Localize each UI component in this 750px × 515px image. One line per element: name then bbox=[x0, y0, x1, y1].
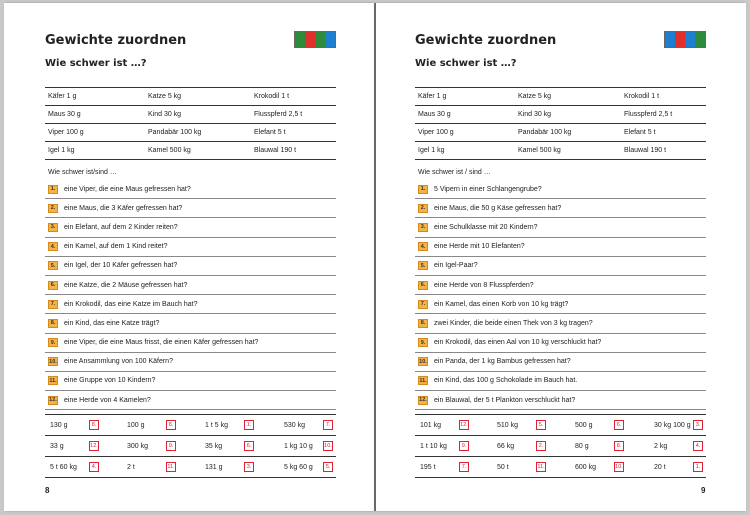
answer-grid bbox=[45, 414, 336, 478]
answer-grid-line bbox=[415, 435, 706, 436]
answer-value: 530 kg bbox=[284, 421, 306, 429]
answer-value: 2 kg bbox=[654, 442, 668, 450]
question-number-badge: 3. bbox=[48, 223, 58, 232]
series-logo-icon bbox=[664, 31, 706, 48]
question-number-badge: 5. bbox=[48, 261, 58, 270]
question-number-badge: 7. bbox=[418, 300, 428, 309]
question-row bbox=[45, 314, 336, 333]
answer-grid-line bbox=[415, 414, 706, 415]
logo-stripe bbox=[685, 32, 695, 47]
answer-value: 35 kg bbox=[205, 442, 223, 450]
question-number-badge: 4. bbox=[48, 242, 58, 251]
question-list bbox=[45, 180, 336, 410]
animal-weight-cell: Katze 5 kg bbox=[148, 93, 182, 100]
question-number-badge: 9. bbox=[418, 338, 428, 347]
animal-weights-table bbox=[415, 87, 706, 160]
question-text: eine Herde mit 10 Elefanten? bbox=[434, 243, 525, 251]
animal-weight-cell: Blauwal 190 t bbox=[254, 147, 297, 154]
question-list bbox=[415, 180, 706, 410]
answer-value: 2 t bbox=[127, 463, 135, 471]
animal-row bbox=[415, 142, 706, 160]
answer-cell bbox=[45, 437, 99, 455]
question-number-badge: 3. bbox=[418, 223, 428, 232]
question-text: eine Schulklasse mit 20 Kindern? bbox=[434, 223, 538, 231]
answer-cell bbox=[415, 437, 469, 455]
left-page bbox=[4, 3, 374, 511]
animal-weight-cell: Flusspferd 2,5 t bbox=[254, 111, 303, 118]
question-text: ein Igel, der 10 Käfer gefressen hat? bbox=[64, 262, 178, 270]
question-number-badge: 11. bbox=[49, 377, 57, 384]
animal-row bbox=[415, 88, 706, 106]
question-row bbox=[45, 257, 336, 276]
animal-weight-cell: Viper 100 g bbox=[418, 129, 454, 136]
animal-weight-cell: Maus 30 g bbox=[48, 111, 81, 118]
animal-weight-cell: Elefant 5 t bbox=[624, 129, 656, 136]
answer-cell bbox=[279, 458, 333, 476]
answer-cell bbox=[649, 437, 703, 455]
question-text: ein Kind, das eine Katze trägt? bbox=[64, 319, 160, 327]
answer-value: 5 kg 60 g bbox=[284, 463, 313, 471]
animal-weight-cell: Maus 30 g bbox=[418, 111, 451, 118]
question-number-badge: 12. bbox=[419, 397, 427, 404]
question-row bbox=[45, 353, 336, 372]
question-row bbox=[415, 295, 706, 314]
answer-cell bbox=[122, 437, 176, 455]
answer-cell bbox=[570, 437, 624, 455]
answer-value: 1 t 10 kg bbox=[420, 442, 447, 450]
answer-number-box: 2. bbox=[536, 441, 546, 451]
answer-number-box: 6. bbox=[244, 441, 254, 451]
question-text: eine Herde von 8 Flusspferden? bbox=[434, 281, 534, 289]
answer-cell bbox=[279, 437, 333, 455]
question-row bbox=[45, 276, 336, 295]
question-number-badge: 7. bbox=[48, 300, 58, 309]
answer-grid-line bbox=[45, 477, 336, 478]
question-heading: Wie schwer ist / sind … bbox=[418, 169, 491, 176]
question-row bbox=[415, 353, 706, 372]
answer-cell bbox=[492, 437, 546, 455]
answer-cell bbox=[122, 416, 176, 434]
answer-cell bbox=[492, 458, 546, 476]
answer-number-box: 8. bbox=[166, 420, 176, 430]
answer-cell bbox=[415, 416, 469, 434]
logo-stripe bbox=[325, 32, 335, 47]
question-text: ein Elefant, auf dem 2 Kinder reiten? bbox=[64, 223, 178, 231]
animal-weight-cell: Blauwal 190 t bbox=[624, 147, 667, 154]
question-number-badge: 1. bbox=[418, 185, 428, 194]
question-text: zwei Kinder, die beide einen Thek von 3 kg tragen? bbox=[434, 319, 593, 327]
answer-number-box: 5. bbox=[323, 462, 333, 472]
question-text: ein Igel-Paar? bbox=[434, 262, 478, 270]
logo-stripe bbox=[295, 32, 305, 47]
answer-number-box: 10. bbox=[324, 443, 332, 449]
question-row bbox=[415, 334, 706, 353]
question-text: eine Herde von 4 Kamelen? bbox=[64, 396, 151, 404]
animal-weight-cell: Pandabär 100 kg bbox=[148, 129, 202, 136]
question-text: ein Panda, der 1 kg Bambus gefressen hat? bbox=[434, 358, 571, 366]
answer-value: 101 kg bbox=[420, 421, 442, 429]
question-row bbox=[415, 238, 706, 257]
answer-number-box: 3. bbox=[693, 420, 703, 430]
answer-grid-line bbox=[415, 477, 706, 478]
question-row bbox=[45, 295, 336, 314]
question-number-badge: 11. bbox=[419, 377, 427, 384]
answer-cell bbox=[279, 416, 333, 434]
answer-value: 300 kg bbox=[127, 442, 149, 450]
answer-cell bbox=[45, 458, 99, 476]
right-page bbox=[376, 3, 746, 511]
answer-value: 1 t 5 kg bbox=[205, 421, 228, 429]
answer-number-box: 7. bbox=[459, 462, 469, 472]
answer-value: 5 t 60 kg bbox=[50, 463, 77, 471]
answer-cell bbox=[570, 416, 624, 434]
question-text: eine Maus, die 50 g Käse gefressen hat? bbox=[434, 204, 562, 212]
page-number: 9 bbox=[701, 486, 706, 495]
animal-weight-cell: Igel 1 kg bbox=[418, 147, 445, 154]
answer-value: 80 g bbox=[575, 442, 589, 450]
logo-stripe bbox=[665, 32, 675, 47]
question-row bbox=[415, 199, 706, 218]
answer-grid-line bbox=[415, 456, 706, 457]
answer-cell bbox=[200, 416, 254, 434]
animal-weight-cell: Kamel 500 kg bbox=[518, 147, 561, 154]
answer-number-box: 1. bbox=[244, 420, 254, 430]
answer-value: 1 kg 10 g bbox=[284, 442, 313, 450]
answer-grid-line bbox=[45, 435, 336, 436]
question-text: eine Maus, die 3 Käfer gefressen hat? bbox=[64, 204, 183, 212]
animal-weight-cell: Kind 30 kg bbox=[148, 111, 182, 118]
question-text: eine Ansammlung von 100 Käfern? bbox=[64, 358, 173, 366]
animal-weight-cell: Krokodil 1 t bbox=[254, 93, 290, 100]
answer-number-box: 9. bbox=[166, 441, 176, 451]
answer-cell bbox=[649, 458, 703, 476]
question-row bbox=[415, 372, 706, 391]
answer-cell bbox=[649, 416, 703, 434]
animal-row bbox=[45, 106, 336, 124]
question-text: 5 Vipern in einer Schlangengrube? bbox=[434, 185, 542, 193]
animal-row bbox=[415, 124, 706, 142]
animal-weight-cell: Pandabär 100 kg bbox=[518, 129, 572, 136]
answer-number-box: 11. bbox=[537, 464, 545, 470]
question-row bbox=[45, 391, 336, 410]
animal-row bbox=[45, 142, 336, 160]
answer-number-box: 4. bbox=[89, 462, 99, 472]
question-number-badge: 10. bbox=[419, 358, 427, 365]
question-text: ein Kamel, das einen Korb von 10 kg trägt? bbox=[434, 300, 569, 308]
answer-value: 20 t bbox=[654, 463, 666, 471]
answer-value: 600 kg bbox=[575, 463, 597, 471]
answer-value: 30 kg 100 g bbox=[654, 421, 691, 429]
question-row bbox=[415, 257, 706, 276]
question-row bbox=[415, 218, 706, 237]
page-number: 8 bbox=[45, 486, 50, 495]
answer-number-box: 4. bbox=[693, 441, 703, 451]
question-row bbox=[45, 218, 336, 237]
question-heading: Wie schwer ist/sind … bbox=[48, 169, 117, 176]
answer-number-box: 10. bbox=[615, 464, 623, 470]
answer-number-box: 3. bbox=[244, 462, 254, 472]
question-number-badge: 6. bbox=[418, 281, 428, 290]
animal-row bbox=[415, 106, 706, 124]
question-number-badge: 4. bbox=[418, 242, 428, 251]
logo-stripe bbox=[695, 32, 705, 47]
answer-cell bbox=[45, 416, 99, 434]
question-row bbox=[45, 199, 336, 218]
page-title: Gewichte zuordnen bbox=[415, 33, 557, 48]
answer-number-box: 12. bbox=[460, 422, 468, 428]
question-row bbox=[415, 391, 706, 410]
answer-grid bbox=[415, 414, 706, 478]
question-text: eine Viper, die eine Maus gefressen hat? bbox=[64, 185, 191, 193]
answer-grid-line bbox=[45, 414, 336, 415]
question-text: ein Kind, das 100 g Schokolade im Bauch hat. bbox=[434, 377, 578, 385]
page-subtitle: Wie schwer ist …? bbox=[415, 58, 517, 69]
page-title: Gewichte zuordnen bbox=[45, 33, 187, 48]
question-row bbox=[45, 238, 336, 257]
question-number-badge: 2. bbox=[48, 204, 58, 213]
answer-value: 500 g bbox=[575, 421, 593, 429]
animal-weight-cell: Kind 30 kg bbox=[518, 111, 552, 118]
question-number-badge: 8. bbox=[418, 319, 428, 328]
answer-cell bbox=[492, 416, 546, 434]
answer-number-box: 11. bbox=[167, 464, 175, 470]
answer-cell bbox=[415, 458, 469, 476]
question-number-badge: 2. bbox=[418, 204, 428, 213]
question-text: ein Blauwal, der 5 t Plankton verschluckt hat? bbox=[434, 396, 576, 404]
answer-value: 510 kg bbox=[497, 421, 519, 429]
answer-number-box: 12. bbox=[90, 443, 98, 449]
question-number-badge: 12. bbox=[49, 397, 57, 404]
animal-weight-cell: Katze 5 kg bbox=[518, 93, 552, 100]
answer-number-box: 8. bbox=[614, 441, 624, 451]
answer-cell bbox=[570, 458, 624, 476]
answer-value: 195 t bbox=[420, 463, 436, 471]
animal-weight-cell: Elefant 5 t bbox=[254, 129, 286, 136]
animal-row bbox=[45, 88, 336, 106]
logo-stripe bbox=[675, 32, 685, 47]
answer-number-box: 8. bbox=[89, 420, 99, 430]
answer-number-box: 9. bbox=[459, 441, 469, 451]
animal-weight-cell: Käfer 1 g bbox=[48, 93, 77, 100]
question-text: eine Katze, die 2 Mäuse gefressen hat? bbox=[64, 281, 188, 289]
animal-row bbox=[45, 124, 336, 142]
question-row bbox=[415, 180, 706, 199]
answer-cell bbox=[122, 458, 176, 476]
animal-weight-cell: Igel 1 kg bbox=[48, 147, 75, 154]
question-number-badge: 10. bbox=[49, 358, 57, 365]
animal-weight-cell: Käfer 1 g bbox=[418, 93, 447, 100]
question-number-badge: 8. bbox=[48, 319, 58, 328]
question-number-badge: 9. bbox=[48, 338, 58, 347]
answer-cell bbox=[200, 458, 254, 476]
question-text: ein Krokodil, das einen Aal von 10 kg verschluckt hat? bbox=[434, 339, 602, 347]
answer-cell bbox=[200, 437, 254, 455]
question-row bbox=[45, 180, 336, 199]
logo-stripe bbox=[305, 32, 315, 47]
answer-value: 50 t bbox=[497, 463, 509, 471]
question-row bbox=[415, 314, 706, 333]
answer-number-box: 5. bbox=[536, 420, 546, 430]
logo-stripe bbox=[315, 32, 325, 47]
question-row bbox=[415, 276, 706, 295]
question-text: eine Gruppe von 10 Kindern? bbox=[64, 377, 156, 385]
answer-grid-line bbox=[45, 456, 336, 457]
answer-value: 130 g bbox=[50, 421, 68, 429]
question-row bbox=[45, 334, 336, 353]
question-number-badge: 5. bbox=[418, 261, 428, 270]
answer-value: 66 kg bbox=[497, 442, 515, 450]
answer-value: 33 g bbox=[50, 442, 64, 450]
page-subtitle: Wie schwer ist …? bbox=[45, 58, 147, 69]
answer-number-box: 1. bbox=[693, 462, 703, 472]
answer-value: 100 g bbox=[127, 421, 145, 429]
animal-weight-cell: Flusspferd 2,5 t bbox=[624, 111, 673, 118]
question-row bbox=[45, 372, 336, 391]
question-number-badge: 6. bbox=[48, 281, 58, 290]
question-text: ein Krokodil, das eine Katze im Bauch hat? bbox=[64, 300, 198, 308]
series-logo-icon bbox=[294, 31, 336, 48]
animal-weights-table bbox=[45, 87, 336, 160]
question-text: eine Viper, die eine Maus frisst, die einen Käfer gefressen hat? bbox=[64, 339, 259, 347]
answer-number-box: 6. bbox=[614, 420, 624, 430]
question-number-badge: 1. bbox=[48, 185, 58, 194]
animal-weight-cell: Viper 100 g bbox=[48, 129, 84, 136]
animal-weight-cell: Kamel 500 kg bbox=[148, 147, 191, 154]
question-text: ein Kamel, auf dem 1 Kind reitet? bbox=[64, 243, 168, 251]
animal-weight-cell: Krokodil 1 t bbox=[624, 93, 660, 100]
answer-value: 131 g bbox=[205, 463, 223, 471]
answer-number-box: 7. bbox=[323, 420, 333, 430]
